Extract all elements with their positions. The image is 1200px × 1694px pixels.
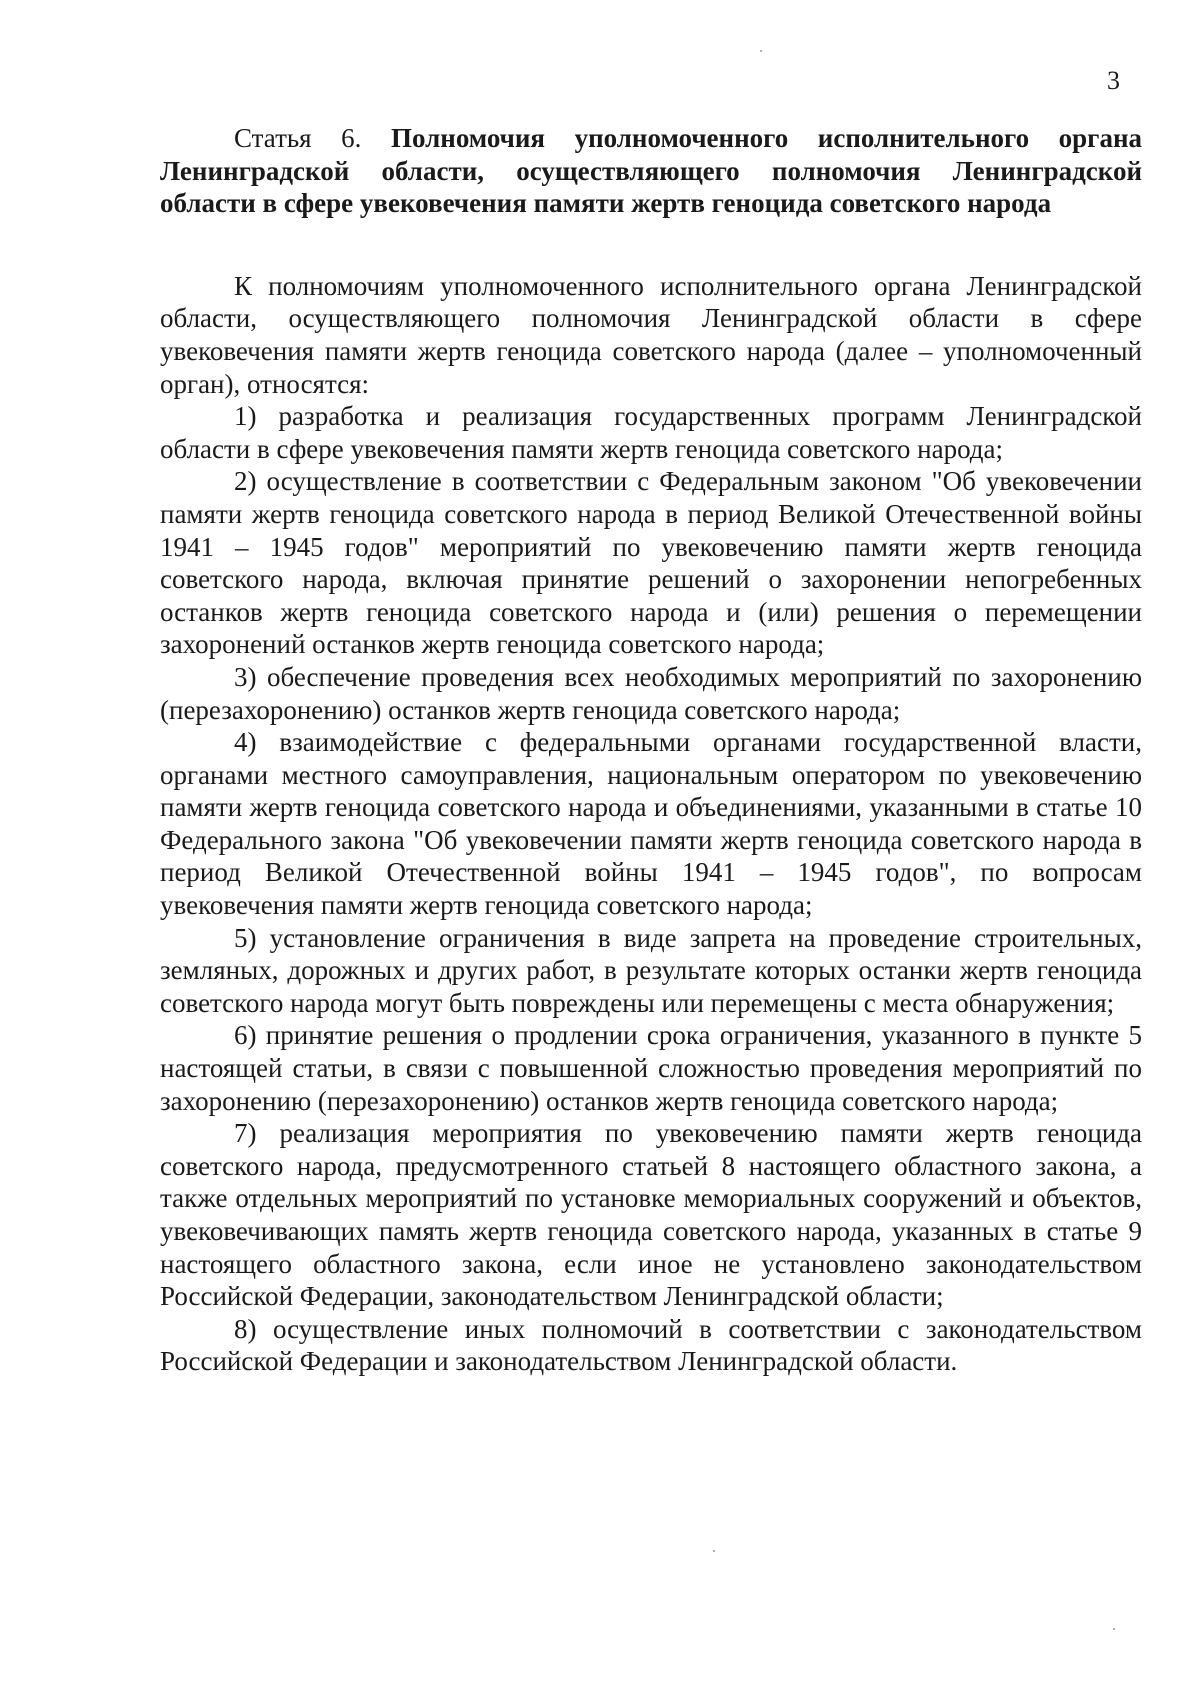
article-label: Статья 6. bbox=[234, 123, 362, 153]
article-heading bbox=[160, 122, 1142, 220]
list-item-4: 4) взаимодействие с федеральными органами государственной власти, органами местного самоуправления, национальным оператором по увековечению памяти жертв геноцида советского народа и объединениями, указанными в статье 10 Федерального закона "Об увековечении памяти жертв геноцида советского народа в период Великой Отечественной войны 1941 – 1945 годов", по вопросам увековечения памяти жертв геноцида советского народа; bbox=[160, 727, 1142, 921]
article-title: Полномочия уполномоченного исполнительного органа Ленинградской области, осуществляющего полномочия Ленинградской области в сфере увековечения памяти жертв геноцида советского народа bbox=[160, 123, 1142, 219]
scan-speck bbox=[713, 1550, 715, 1552]
scan-speck bbox=[760, 50, 762, 52]
scan-speck bbox=[1113, 1628, 1115, 1630]
list-item-8: 8) осуществление иных полномочий в соответствии с законодательством Российской Федерации и законодательством Ленинградской области. bbox=[160, 1313, 1142, 1377]
list-item-3: 3) обеспечение проведения всех необходимых мероприятий по захоронению (перезахоронению) останков жертв геноцида советского народа; bbox=[160, 661, 1142, 725]
list-item-5: 5) установление ограничения в виде запрета на проведение строительных, земляных, дорожных и других работ, в результате которых останки жертв геноцида советского народа могут быть повреждены или перемещены с места обнаружения; bbox=[160, 922, 1142, 1018]
list-item-6: 6) принятие решения о продлении срока ограничения, указанного в пункте 5 настоящей статьи, в связи с повышенной сложностью проведения мероприятий по захоронению (перезахоронению) останков жертв геноцида советского народа; bbox=[160, 1020, 1142, 1116]
page-number: 3 bbox=[1107, 66, 1120, 95]
article-body bbox=[160, 122, 1142, 1378]
list-item-1: 1) разработка и реализация государственных программ Ленинградской области в сфере увековечения памяти жертв геноцида советского народа; bbox=[160, 401, 1142, 464]
intro-paragraph: К полномочиям уполномоченного исполнительного органа Ленинградской области, осуществляющего полномочия Ленинградской области в сфере увековечения памяти жертв геноцида советского народа (далее – уполномоченный орган), относятся: bbox=[160, 270, 1142, 399]
list-item-2: 2) осуществление в соответствии с Федеральным законом "Об увековечении памяти жертв геноцида советского народа в период Великой Отечественной войны 1941 – 1945 годов" мероприятий по увековечению памяти жертв геноцида советского народа, включая принятие решений о захоронении непогребенных останков жертв геноцида советского народа и (или) решения о перемещении захоронений останков жертв геноцида советского народа; bbox=[160, 466, 1142, 660]
list-item-7: 7) реализация мероприятия по увековечению памяти жертв геноцида советского народа, предусмотренного статьей 8 настоящего областного закона, а также отдельных мероприятий по установке мемориальных сооружений и объектов, увековечивающих память жертв геноцида советского народа, указанных в статье 9 настоящего областного закона, если иное не установлено законодательством Российской Федерации, законодательством Ленинградской области; bbox=[160, 1118, 1142, 1312]
